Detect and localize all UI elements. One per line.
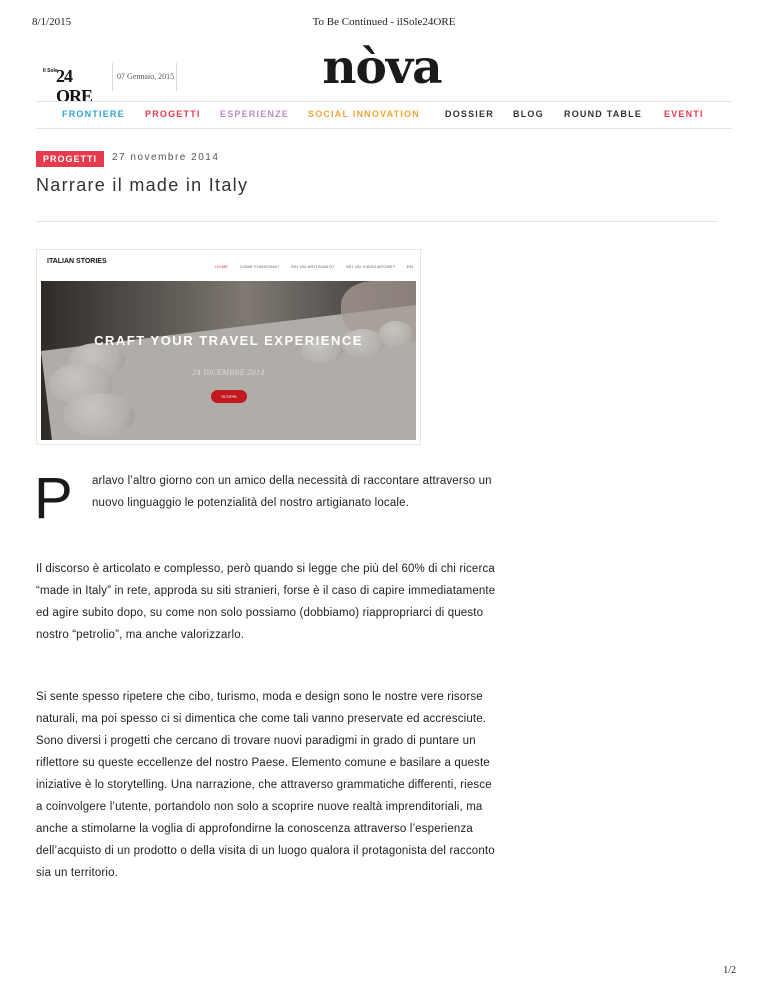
lead-paragraph: arlavo l’altro giorno con un amico della necessità di raccontare attraverso un nuovo linguaggio le potenzialità del nostro artigianato locale.: [92, 475, 492, 509]
nav-item-esperienze[interactable]: ESPERIENZE: [220, 109, 290, 119]
nav-item-blog[interactable]: BLOG: [513, 109, 544, 119]
hero-headline: CRAFT YOUR TRAVEL EXPERIENCE: [94, 333, 363, 348]
title-divider: [36, 221, 718, 222]
sole-logo-small-text: Il Sole: [43, 68, 58, 74]
article-date: 27 novembre 2014: [112, 152, 220, 163]
article-title: Narrare il made in Italy: [36, 175, 249, 195]
ilsole24ore-logo[interactable]: [40, 66, 108, 106]
image-hero: [41, 281, 416, 440]
category-badge[interactable]: PROGETTI: [36, 151, 104, 167]
nav-item-dossier[interactable]: DOSSIER: [445, 109, 494, 119]
print-page-title: To Be Continued - ilSole24ORE: [312, 16, 456, 28]
divider: [176, 63, 177, 91]
image-nav-item: SEI UN VIAGGIATORE?: [345, 264, 396, 269]
nova-logo[interactable]: nòva: [322, 40, 442, 95]
body-paragraph: Si sente spesso ripetere che cibo, turismo, moda e design sono le nostre vere risorse naturali, ma poi spesso ci si dimentica che come tali vanno preservate ed accresciute. Sono diversi i progetti che cercano di trovare nuovi paradigmi in grado di puntare un riflettore su queste eccellenze del nostro Paese. Elemento comune e basilare a queste iniziative è lo storytelling. Una narrazione, che attraverso grammatiche differenti, riesce a coinvolgere l’utente, portandolo non solo a scoprire nuove realtà imprenditoriali, ma anche a stimolarne la voglia di approfondirne la conoscenza attraverso l’esperienza dell’acquisto di un prodotto o della visita di un luogo qualora il protagonista del racconto sia un territorio.: [36, 691, 495, 879]
drop-cap: P: [34, 466, 73, 531]
image-site-header: [37, 250, 420, 280]
image-nav-item: EN: [406, 264, 414, 269]
image-nav-item: COME FUNZIONA?: [239, 264, 280, 269]
print-date: 8/1/2015: [32, 16, 72, 28]
nav-item-social-innovation[interactable]: SOCIAL INNOVATION: [308, 109, 420, 119]
image-site-nav: [215, 264, 421, 269]
nav-item-eventi[interactable]: EVENTI: [664, 109, 704, 119]
hero-date: 24 DICEMBRE 2014: [192, 369, 265, 377]
print-page-number: 1/2: [723, 965, 736, 976]
nav-item-frontiere[interactable]: FRONTIERE: [62, 109, 125, 119]
image-site-logo: ITALIAN STORIES: [47, 258, 107, 265]
hero-shade: [41, 281, 416, 440]
sole-logo-big-text: 24 ORE: [56, 66, 93, 106]
nav-item-progetti[interactable]: PROGETTI: [145, 109, 201, 119]
nav-item-round-table[interactable]: ROUND TABLE: [564, 109, 643, 119]
image-nav-item: HOME: [215, 264, 229, 269]
edition-date: 07 Gennaio, 2015: [117, 72, 175, 81]
image-nav-item: SEI UN ARTIGIANO?: [291, 264, 335, 269]
hero-button: SCOPRI: [211, 390, 247, 403]
main-nav: [36, 101, 732, 129]
body-paragraph: Il discorso è articolato e complesso, però quando si legge che più del 60% di chi ricerca “made in Italy” in rete, approda su siti stranieri, forse è il caso di capire immediatamente ed agire subito dopo, su come non solo possiamo (dobbiamo) riappropriarci di questo nostro “petrolio”, ma anche valorizzarlo.: [36, 563, 496, 641]
article-image: [36, 249, 421, 445]
divider: [112, 63, 113, 91]
